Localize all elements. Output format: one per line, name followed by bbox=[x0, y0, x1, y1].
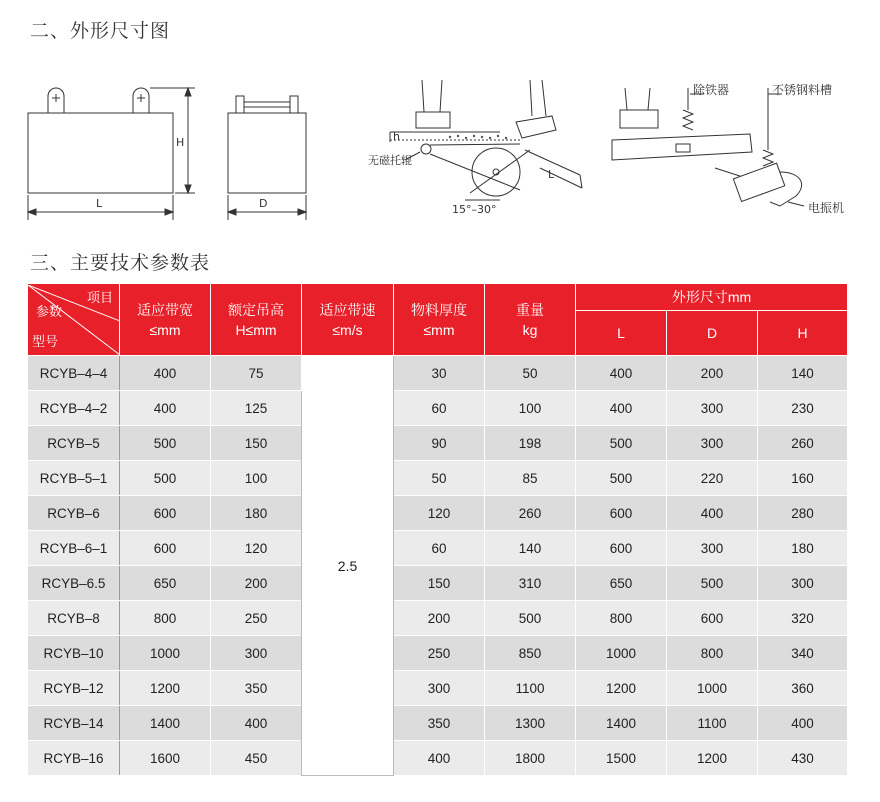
value-cell: 1800 bbox=[485, 741, 576, 776]
header-thickness: 物料厚度 ≤mm bbox=[394, 284, 485, 356]
corner-param-label: 参数 bbox=[36, 303, 63, 319]
value-cell: 100 bbox=[485, 391, 576, 426]
value-cell: 600 bbox=[667, 601, 758, 636]
value-cell: 320 bbox=[758, 601, 848, 636]
value-cell: 300 bbox=[394, 671, 485, 706]
value-cell: 1000 bbox=[576, 636, 667, 671]
value-cell: 300 bbox=[667, 426, 758, 461]
model-cell: RCYB–16 bbox=[28, 741, 120, 776]
value-cell: 90 bbox=[394, 426, 485, 461]
value-cell: 260 bbox=[758, 426, 848, 461]
value-cell: 400 bbox=[758, 706, 848, 741]
value-cell: 140 bbox=[485, 531, 576, 566]
value-cell: 120 bbox=[211, 531, 302, 566]
value-cell: 800 bbox=[120, 601, 211, 636]
remover-label: 除铁器 bbox=[693, 83, 730, 97]
table-row bbox=[28, 391, 848, 426]
value-cell: 75 bbox=[211, 356, 302, 391]
side-view-d-label: D bbox=[259, 197, 268, 210]
value-cell: 500 bbox=[120, 426, 211, 461]
value-cell: 650 bbox=[120, 566, 211, 601]
header-belt-speed: 适应带速 ≤m/s bbox=[302, 284, 394, 356]
value-cell: 400 bbox=[120, 391, 211, 426]
value-cell: 360 bbox=[758, 671, 848, 706]
header-hang-height: 额定吊高 H≤mm bbox=[211, 284, 302, 356]
table-row bbox=[28, 531, 848, 566]
table-row bbox=[28, 356, 848, 391]
table-row bbox=[28, 636, 848, 671]
value-cell: 1500 bbox=[576, 741, 667, 776]
value-cell: 200 bbox=[667, 356, 758, 391]
install-l-label: L bbox=[548, 168, 555, 181]
model-cell: RCYB–12 bbox=[28, 671, 120, 706]
value-cell: 800 bbox=[667, 636, 758, 671]
table-row bbox=[28, 671, 848, 706]
value-cell: 1200 bbox=[576, 671, 667, 706]
corner-item-label: 项目 bbox=[86, 289, 113, 305]
value-cell: 150 bbox=[211, 426, 302, 461]
value-cell: 160 bbox=[758, 461, 848, 496]
value-cell: 350 bbox=[394, 706, 485, 741]
value-cell: 220 bbox=[667, 461, 758, 496]
header-dim-d: D bbox=[667, 311, 758, 356]
belt-speed-cell: 2.5 bbox=[302, 356, 394, 776]
value-cell: 100 bbox=[211, 461, 302, 496]
value-cell: 1200 bbox=[120, 671, 211, 706]
value-cell: 500 bbox=[576, 426, 667, 461]
model-cell: RCYB–4–2 bbox=[28, 391, 120, 426]
value-cell: 1300 bbox=[485, 706, 576, 741]
value-cell: 125 bbox=[211, 391, 302, 426]
front-view-drawing bbox=[28, 88, 195, 220]
trough-label: 不锈钢料槽 bbox=[772, 83, 833, 97]
header-dim-h: H bbox=[758, 311, 848, 356]
vibrator-label: 电振机 bbox=[808, 201, 845, 215]
value-cell: 230 bbox=[758, 391, 848, 426]
model-cell: RCYB–14 bbox=[28, 706, 120, 741]
model-cell: RCYB–6 bbox=[28, 496, 120, 531]
value-cell: 1000 bbox=[667, 671, 758, 706]
table-row bbox=[28, 426, 848, 461]
value-cell: 180 bbox=[758, 531, 848, 566]
value-cell: 650 bbox=[576, 566, 667, 601]
params-section-title: 三、主要技术参数表 bbox=[30, 252, 211, 274]
value-cell: 1000 bbox=[120, 636, 211, 671]
dimension-diagram bbox=[0, 60, 880, 230]
value-cell: 600 bbox=[120, 531, 211, 566]
value-cell: 800 bbox=[576, 601, 667, 636]
system-view-drawing bbox=[612, 88, 804, 206]
model-cell: RCYB–6–1 bbox=[28, 531, 120, 566]
header-weight: 重量 kg bbox=[485, 284, 576, 356]
value-cell: 50 bbox=[485, 356, 576, 391]
value-cell: 280 bbox=[758, 496, 848, 531]
value-cell: 600 bbox=[576, 496, 667, 531]
table-row bbox=[28, 461, 848, 496]
header-belt-width: 适应带宽 ≤mm bbox=[120, 284, 211, 356]
value-cell: 500 bbox=[576, 461, 667, 496]
value-cell: 60 bbox=[394, 531, 485, 566]
value-cell: 150 bbox=[394, 566, 485, 601]
value-cell: 300 bbox=[667, 391, 758, 426]
model-cell: RCYB–5–1 bbox=[28, 461, 120, 496]
angle-label: 15°–30° bbox=[452, 203, 497, 216]
value-cell: 400 bbox=[120, 356, 211, 391]
value-cell: 30 bbox=[394, 356, 485, 391]
header-dim-l: L bbox=[576, 311, 667, 356]
dimension-section-title: 二、外形尺寸图 bbox=[30, 20, 171, 42]
value-cell: 85 bbox=[485, 461, 576, 496]
value-cell: 350 bbox=[211, 671, 302, 706]
value-cell: 1100 bbox=[485, 671, 576, 706]
install-h-label: h bbox=[393, 130, 400, 143]
value-cell: 400 bbox=[576, 356, 667, 391]
value-cell: 600 bbox=[120, 496, 211, 531]
model-cell: RCYB–5 bbox=[28, 426, 120, 461]
model-cell: RCYB–10 bbox=[28, 636, 120, 671]
model-cell: RCYB–4–4 bbox=[28, 356, 120, 391]
table-row bbox=[28, 496, 848, 531]
value-cell: 140 bbox=[758, 356, 848, 391]
value-cell: 1100 bbox=[667, 706, 758, 741]
corner-model-label: 型号 bbox=[32, 333, 59, 349]
value-cell: 850 bbox=[485, 636, 576, 671]
corner-header-cell bbox=[28, 284, 120, 356]
value-cell: 500 bbox=[120, 461, 211, 496]
value-cell: 400 bbox=[667, 496, 758, 531]
value-cell: 300 bbox=[758, 566, 848, 601]
value-cell: 60 bbox=[394, 391, 485, 426]
model-cell: RCYB–8 bbox=[28, 601, 120, 636]
value-cell: 600 bbox=[576, 531, 667, 566]
value-cell: 200 bbox=[394, 601, 485, 636]
table-row bbox=[28, 566, 848, 601]
value-cell: 300 bbox=[211, 636, 302, 671]
value-cell: 1600 bbox=[120, 741, 211, 776]
table-row bbox=[28, 706, 848, 741]
value-cell: 1400 bbox=[120, 706, 211, 741]
header-dimensions: 外形尺寸mm bbox=[576, 284, 848, 311]
table-row bbox=[28, 741, 848, 776]
value-cell: 310 bbox=[485, 566, 576, 601]
value-cell: 340 bbox=[758, 636, 848, 671]
value-cell: 430 bbox=[758, 741, 848, 776]
model-cell: RCYB–6.5 bbox=[28, 566, 120, 601]
value-cell: 400 bbox=[576, 391, 667, 426]
value-cell: 400 bbox=[394, 741, 485, 776]
spec-table bbox=[27, 283, 848, 776]
value-cell: 120 bbox=[394, 496, 485, 531]
value-cell: 50 bbox=[394, 461, 485, 496]
value-cell: 250 bbox=[394, 636, 485, 671]
value-cell: 500 bbox=[485, 601, 576, 636]
value-cell: 180 bbox=[211, 496, 302, 531]
value-cell: 260 bbox=[485, 496, 576, 531]
roller-label: 无磁托辊 bbox=[368, 154, 412, 167]
spec-table-body bbox=[28, 356, 848, 776]
value-cell: 1400 bbox=[576, 706, 667, 741]
table-row bbox=[28, 601, 848, 636]
value-cell: 198 bbox=[485, 426, 576, 461]
value-cell: 200 bbox=[211, 566, 302, 601]
install-view-drawing bbox=[390, 80, 582, 200]
value-cell: 400 bbox=[211, 706, 302, 741]
material-dots bbox=[449, 135, 507, 139]
value-cell: 450 bbox=[211, 741, 302, 776]
value-cell: 1200 bbox=[667, 741, 758, 776]
value-cell: 500 bbox=[667, 566, 758, 601]
front-view-l-label: L bbox=[96, 197, 103, 210]
value-cell: 250 bbox=[211, 601, 302, 636]
front-view-h-label: H bbox=[176, 136, 185, 149]
value-cell: 300 bbox=[667, 531, 758, 566]
